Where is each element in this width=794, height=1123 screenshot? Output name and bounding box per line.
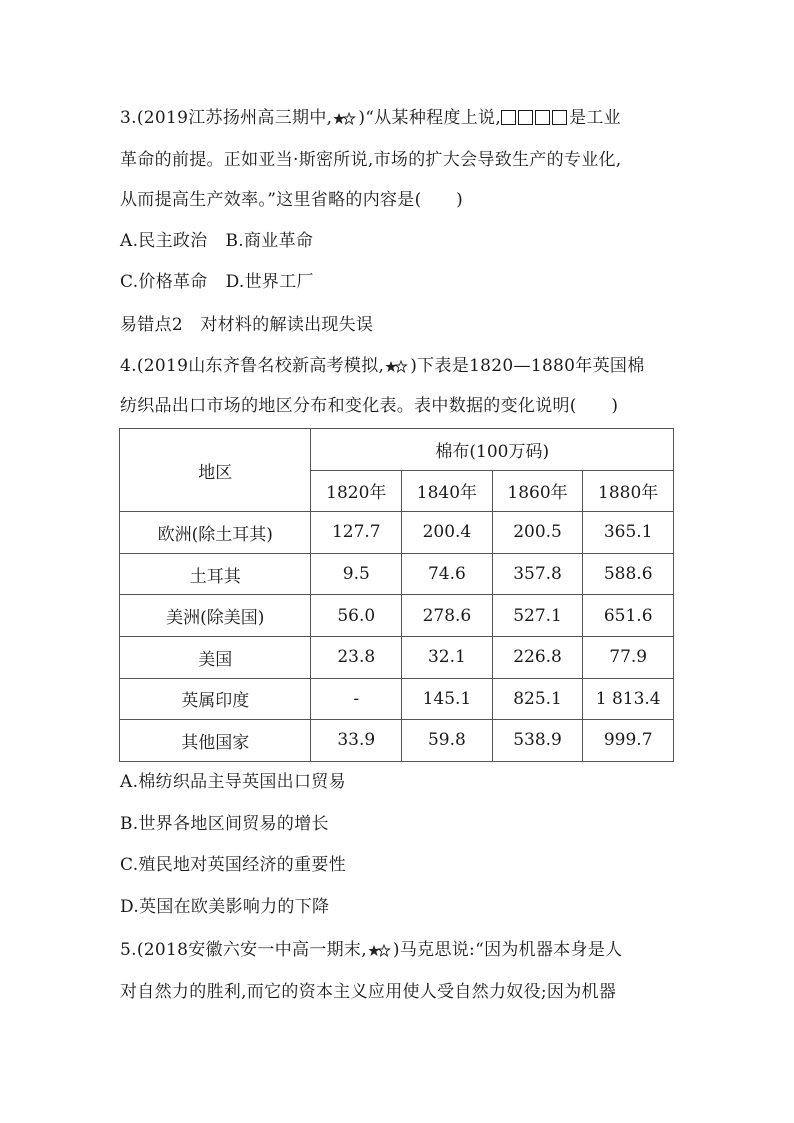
q4-option-d: D.英国在欧美影响力的下降	[120, 897, 330, 917]
value-cell: 999.7	[583, 720, 674, 762]
value-cell: 200.4	[402, 512, 493, 554]
region-cell: 美洲(除美国)	[120, 595, 311, 637]
value-cell: 278.6	[402, 595, 493, 637]
value-cell: 32.1	[402, 636, 493, 678]
region-header: 地区	[120, 429, 311, 512]
q3-option-a: A.民主政治	[120, 231, 208, 251]
q5-line1-before: 5.(2018安徽六安一中高一期末,	[120, 940, 367, 960]
table-row	[120, 636, 674, 678]
year-header: 1880年	[583, 470, 674, 512]
value-cell: 357.8	[492, 553, 583, 595]
q4-line-2: 纺织品出口市场的地区分布和变化表。表中数据的变化说明( )	[120, 396, 619, 416]
q3-line1-after: )“从某种程度上说,	[358, 108, 502, 128]
year-header: 1840年	[402, 470, 493, 512]
table-row	[120, 720, 674, 762]
difficulty-stars-icon	[385, 360, 409, 374]
table-header-row	[120, 429, 674, 471]
value-cell: 145.1	[402, 678, 493, 720]
value-cell: 1 813.4	[583, 678, 674, 720]
q5-line-1	[120, 938, 622, 962]
value-cell: 527.1	[492, 595, 583, 637]
region-cell: 英属印度	[120, 678, 311, 720]
value-cell: 226.8	[492, 636, 583, 678]
value-cell: 33.9	[311, 720, 402, 762]
region-cell: 美国	[120, 636, 311, 678]
table-row	[120, 553, 674, 595]
q3-option-b: B.商业革命	[225, 231, 314, 251]
group-header: 棉布(100万码)	[311, 429, 674, 471]
q3-option-c: C.价格革命	[120, 272, 208, 292]
q3-options-ab	[120, 229, 313, 253]
q3-line-3: 从而提高生产效率。”这里省略的内容是( )	[120, 190, 464, 210]
value-cell: 77.9	[583, 636, 674, 678]
cotton-export-table	[119, 428, 674, 762]
year-header: 1820年	[311, 470, 402, 512]
q3-line1-before: 3.(2019江苏扬州高三期中,	[120, 108, 333, 128]
value-cell: 588.6	[583, 553, 674, 595]
table-row	[120, 512, 674, 554]
table-row	[120, 595, 674, 637]
region-cell: 其他国家	[120, 720, 311, 762]
value-cell: 9.5	[311, 553, 402, 595]
q4-option-a: A.棉纺织品主导英国出口贸易	[120, 772, 346, 792]
region-cell: 土耳其	[120, 553, 311, 595]
value-cell: 651.6	[583, 595, 674, 637]
q3-line1-end: 是工业	[569, 108, 621, 128]
value-cell: 59.8	[402, 720, 493, 762]
q5-line1-after: )马克思说:“因为机器本身是人	[392, 940, 623, 960]
value-cell: 538.9	[492, 720, 583, 762]
blank-boxes	[501, 107, 569, 131]
section-title: 易错点2 对材料的解读出现失误	[120, 315, 374, 335]
value-cell: -	[311, 678, 402, 720]
year-header: 1860年	[492, 470, 583, 512]
value-cell: 127.7	[311, 512, 402, 554]
region-cell: 欧洲(除土耳其)	[120, 512, 311, 554]
table-row	[120, 678, 674, 720]
q3-option-d: D.世界工厂	[225, 272, 314, 292]
q3-line-1	[120, 106, 621, 131]
q3-options-cd	[120, 270, 314, 294]
value-cell: 74.6	[402, 553, 493, 595]
q3-line-2: 革命的前提。正如亚当·斯密所说,市场的扩大会导致生产的专业化,	[120, 150, 622, 170]
value-cell: 365.1	[583, 512, 674, 554]
difficulty-stars-icon	[333, 112, 357, 126]
q4-line-1	[120, 354, 645, 378]
difficulty-stars-icon	[368, 944, 392, 958]
q4-line1-before: 4.(2019山东齐鲁名校新高考模拟,	[120, 356, 385, 376]
q4-line1-after: )下表是1820—1880年英国棉	[410, 356, 645, 376]
value-cell: 23.8	[311, 636, 402, 678]
value-cell: 825.1	[492, 678, 583, 720]
value-cell: 200.5	[492, 512, 583, 554]
q4-option-c: C.殖民地对英国经济的重要性	[120, 855, 347, 875]
value-cell: 56.0	[311, 595, 402, 637]
q5-line-2: 对自然力的胜利,而它的资本主义应用使人受自然力奴役;因为机器	[120, 982, 617, 1002]
q4-option-b: B.世界各地区间贸易的增长	[120, 814, 329, 834]
